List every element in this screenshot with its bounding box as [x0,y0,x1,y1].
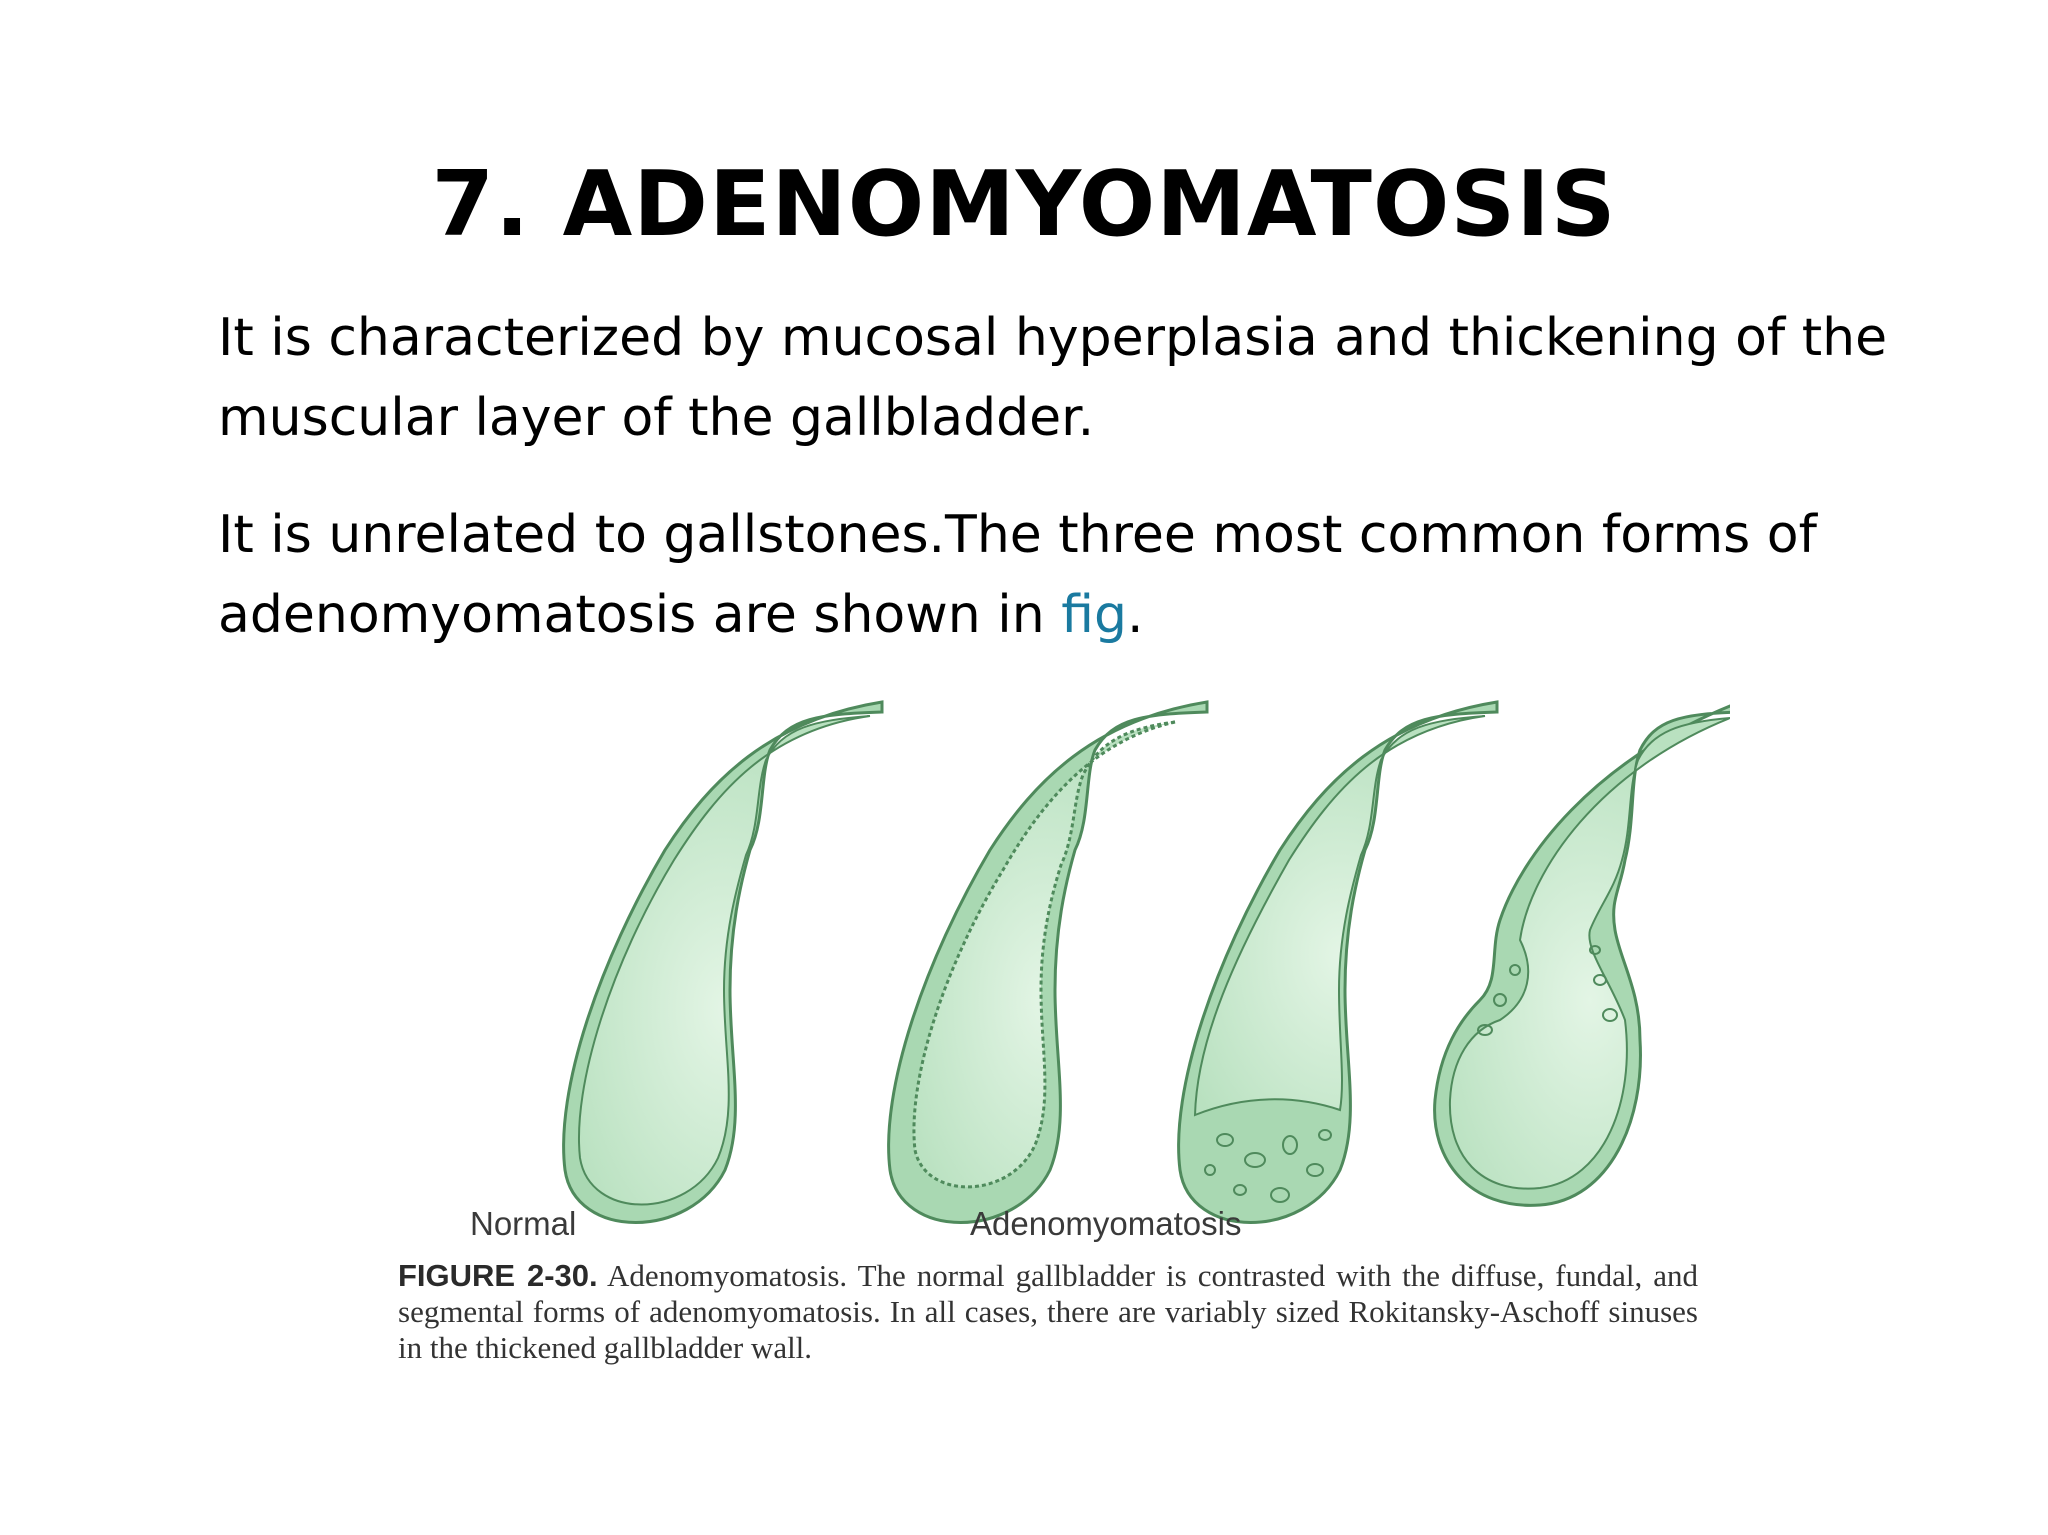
fig-link[interactable]: fig [1061,585,1127,645]
figure-number: FIGURE 2-30. [398,1258,598,1293]
gallbladder-normal [564,702,882,1223]
paragraph-forms-text: It is unrelated to gallstones.The three most common forms of adenomyomatosis are shown in [218,505,1817,645]
label-normal: Normal [470,1205,577,1242]
label-adenomyomatosis: Adenomyomatosis [970,1205,1242,1242]
paragraph-forms [218,495,1898,655]
slide-title: 7. ADENOMYOMATOSIS [431,152,1617,257]
figure-caption-text: Adenomyomatosis. The normal gallbladder is contrasted with the diffuse, fundal, and segmental forms of adenomyomatosis. In all cases, there are variably sized Rokitansky-Aschoff sinuses in the thickened gallbladder wall. [398,1258,1699,1365]
figure-caption [398,1258,1698,1366]
gallbladder-figure [440,690,1730,1250]
gallbladder-diffuse [889,702,1207,1223]
gallbladder-illustration [440,690,1730,1250]
gallbladder-segmental [1435,702,1730,1205]
paragraph-definition: It is characterized by mucosal hyperplasia and thickening of the muscular layer of the gallbladder. [218,308,1888,448]
paragraph-forms-end: . [1126,585,1144,645]
